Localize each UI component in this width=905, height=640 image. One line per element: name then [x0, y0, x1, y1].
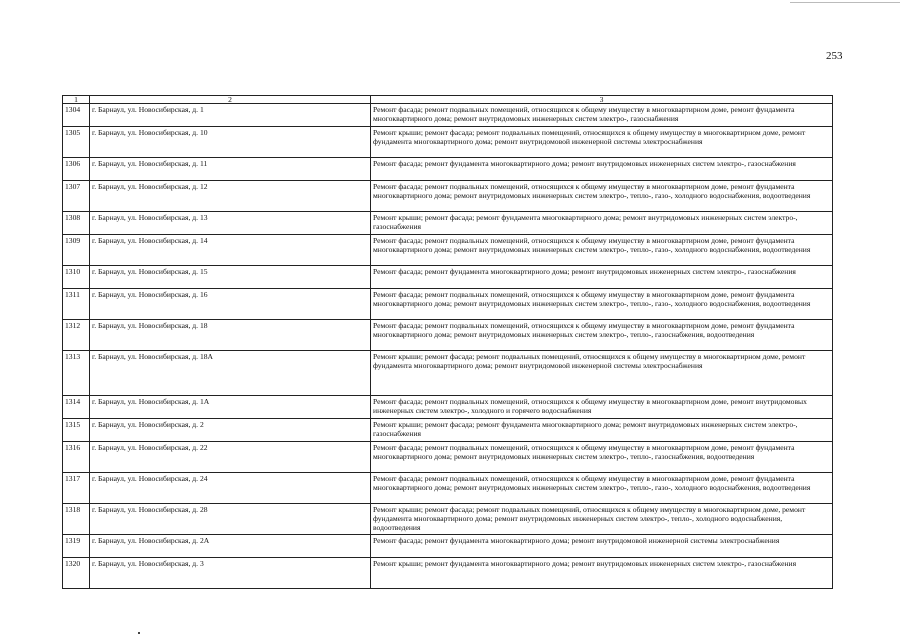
- row-address: г. Барнаул, ул. Новосибирская, д. 11: [90, 158, 371, 181]
- row-number: 1316: [63, 442, 90, 473]
- row-number: 1319: [63, 535, 90, 558]
- table-row: [63, 535, 833, 558]
- table-row: [63, 558, 833, 589]
- row-address: г. Барнаул, ул. Новосибирская, д. 28: [90, 504, 371, 535]
- table-row: [63, 104, 833, 127]
- row-number: 1305: [63, 127, 90, 158]
- row-number: 1306: [63, 158, 90, 181]
- row-works: Ремонт крыши; ремонт фасада; ремонт фундамента многоквартирного дома; ремонт внутридомовых инженерных систем электро-, газоснабжения: [371, 419, 833, 442]
- table-row: [63, 158, 833, 181]
- table-row: [63, 289, 833, 320]
- table-row: [63, 396, 833, 419]
- row-number: 1314: [63, 396, 90, 419]
- row-works: Ремонт фасада; ремонт подвальных помещений, относящихся к общему имуществу в многоквартирном доме, ремонт фундамента многоквартирного дома; ремонт внутридомовых инженерных систем электро-, тепло-, газо-, холодного водоснабжения, водоотведения: [371, 473, 833, 504]
- row-address: г. Барнаул, ул. Новосибирская, д. 10: [90, 127, 371, 158]
- row-address: г. Барнаул, ул. Новосибирская, д. 18: [90, 320, 371, 351]
- table-row: [63, 266, 833, 289]
- row-works: Ремонт фасада; ремонт фундамента многоквартирного дома; ремонт внутридомовых инженерных систем электро-, газоснабжения: [371, 158, 833, 181]
- table-row: [63, 212, 833, 235]
- table-row: [63, 473, 833, 504]
- row-works: Ремонт фасада; ремонт подвальных помещений, относящихся к общему имуществу в многоквартирном доме, ремонт внутридомовых инженерных систем электро-, холодного и горячего водоснабжения: [371, 396, 833, 419]
- table-row: [63, 351, 833, 396]
- table-row: [63, 235, 833, 266]
- table-row: [63, 320, 833, 351]
- row-address: г. Барнаул, ул. Новосибирская, д. 2А: [90, 535, 371, 558]
- row-works: Ремонт крыши; ремонт фасада; ремонт подвальных помещений, относящихся к общему имуществу в многоквартирном доме, ремонт фундамента многоквартирного дома; ремонт внутридомовой инженерной системы электроснабжения: [371, 351, 833, 396]
- row-number: 1315: [63, 419, 90, 442]
- row-works: Ремонт фасада; ремонт фундамента многоквартирного дома; ремонт внутридомовой инженерной системы электроснабжения: [371, 535, 833, 558]
- row-works: Ремонт фасада; ремонт подвальных помещений, относящихся к общему имуществу в многоквартирном доме, ремонт фундамента многоквартирного дома; ремонт внутридомовых инженерных систем электро-, тепло-, газоснабжения, водоотведения: [371, 442, 833, 473]
- row-works: Ремонт крыши; ремонт фасада; ремонт подвальных помещений, относящихся к общему имуществу в многоквартирном доме, ремонт фундамента многоквартирного дома; ремонт внутридомовых инженерных систем электро-, тепло-, холодного водоснабжения, водоотведения: [371, 504, 833, 535]
- row-works: Ремонт крыши; ремонт фундамента многоквартирного дома; ремонт внутридомовых инженерных систем электро-, газоснабжения: [371, 558, 833, 589]
- row-works: Ремонт фасада; ремонт подвальных помещений, относящихся к общему имуществу в многоквартирном доме, ремонт фундамента многоквартирного дома; ремонт внутридомовых инженерных систем электро-, тепло-, газоснабжения, водоотведения: [371, 320, 833, 351]
- page-number: 253: [826, 50, 843, 62]
- row-works: Ремонт фасада; ремонт фундамента многоквартирного дома; ремонт внутридомовых инженерных систем электро-, газоснабжения: [371, 266, 833, 289]
- row-address: г. Барнаул, ул. Новосибирская, д. 22: [90, 442, 371, 473]
- row-number: 1313: [63, 351, 90, 396]
- row-number: 1320: [63, 558, 90, 589]
- table-row: [63, 419, 833, 442]
- row-address: г. Барнаул, ул. Новосибирская, д. 16: [90, 289, 371, 320]
- header-col-3: 3: [371, 96, 833, 104]
- header-col-2: 2: [90, 96, 371, 104]
- top-border-line: [790, 2, 900, 3]
- row-number: 1309: [63, 235, 90, 266]
- row-address: г. Барнаул, ул. Новосибирская, д. 15: [90, 266, 371, 289]
- row-works: Ремонт фасада; ремонт подвальных помещений, относящихся к общему имуществу в многоквартирном доме, ремонт фундамента многоквартирного дома; ремонт внутридомовых инженерных систем электро-, тепло-, газо-, холодного водоснабжения, водоотведения: [371, 289, 833, 320]
- row-address: г. Барнаул, ул. Новосибирская, д. 1: [90, 104, 371, 127]
- row-address: г. Барнаул, ул. Новосибирская, д. 13: [90, 212, 371, 235]
- row-number: 1318: [63, 504, 90, 535]
- row-number: 1307: [63, 181, 90, 212]
- row-number: 1308: [63, 212, 90, 235]
- row-works: Ремонт крыши; ремонт фасада; ремонт подвальных помещений, относящихся к общему имуществу в многоквартирном доме, ремонт фундамента многоквартирного дома; ремонт внутридомовой инженерной системы электроснабжения: [371, 127, 833, 158]
- row-works: Ремонт фасада; ремонт подвальных помещений, относящихся к общему имуществу в многоквартирном доме, ремонт фундамента многоквартирного дома; ремонт внутридомовых инженерных систем электро-, газоснабжения: [371, 104, 833, 127]
- row-number: 1304: [63, 104, 90, 127]
- table-row: [63, 504, 833, 535]
- row-address: г. Барнаул, ул. Новосибирская, д. 12: [90, 181, 371, 212]
- row-address: г. Барнаул, ул. Новосибирская, д. 3: [90, 558, 371, 589]
- row-works: Ремонт крыши; ремонт фасада; ремонт фундамента многоквартирного дома; ремонт внутридомовых инженерных систем электро-, газоснабжения: [371, 212, 833, 235]
- row-number: 1312: [63, 320, 90, 351]
- row-address: г. Барнаул, ул. Новосибирская, д. 2: [90, 419, 371, 442]
- row-number: 1311: [63, 289, 90, 320]
- row-number: 1310: [63, 266, 90, 289]
- table-row: [63, 442, 833, 473]
- header-col-1: 1: [63, 96, 90, 104]
- row-works: Ремонт фасада; ремонт подвальных помещений, относящихся к общему имуществу в многоквартирном доме, ремонт фундамента многоквартирного дома; ремонт внутридомовых инженерных систем электро-, тепло-, газо-, холодного водоснабжения, водоотведения: [371, 235, 833, 266]
- row-address: г. Барнаул, ул. Новосибирская, д. 18А: [90, 351, 371, 396]
- row-address: г. Барнаул, ул. Новосибирская, д. 14: [90, 235, 371, 266]
- scan-mark: [138, 632, 140, 634]
- row-works: Ремонт фасада; ремонт подвальных помещений, относящихся к общему имуществу в многоквартирном доме, ремонт фундамента многоквартирного дома; ремонт внутридомовых инженерных систем электро-, тепло-, газо-, холодного водоснабжения, водоотведения: [371, 181, 833, 212]
- table-row: [63, 181, 833, 212]
- table-row: [63, 127, 833, 158]
- works-table: [62, 95, 833, 589]
- row-number: 1317: [63, 473, 90, 504]
- row-address: г. Барнаул, ул. Новосибирская, д. 24: [90, 473, 371, 504]
- table-header-row: [63, 96, 833, 104]
- row-address: г. Барнаул, ул. Новосибирская, д. 1А: [90, 396, 371, 419]
